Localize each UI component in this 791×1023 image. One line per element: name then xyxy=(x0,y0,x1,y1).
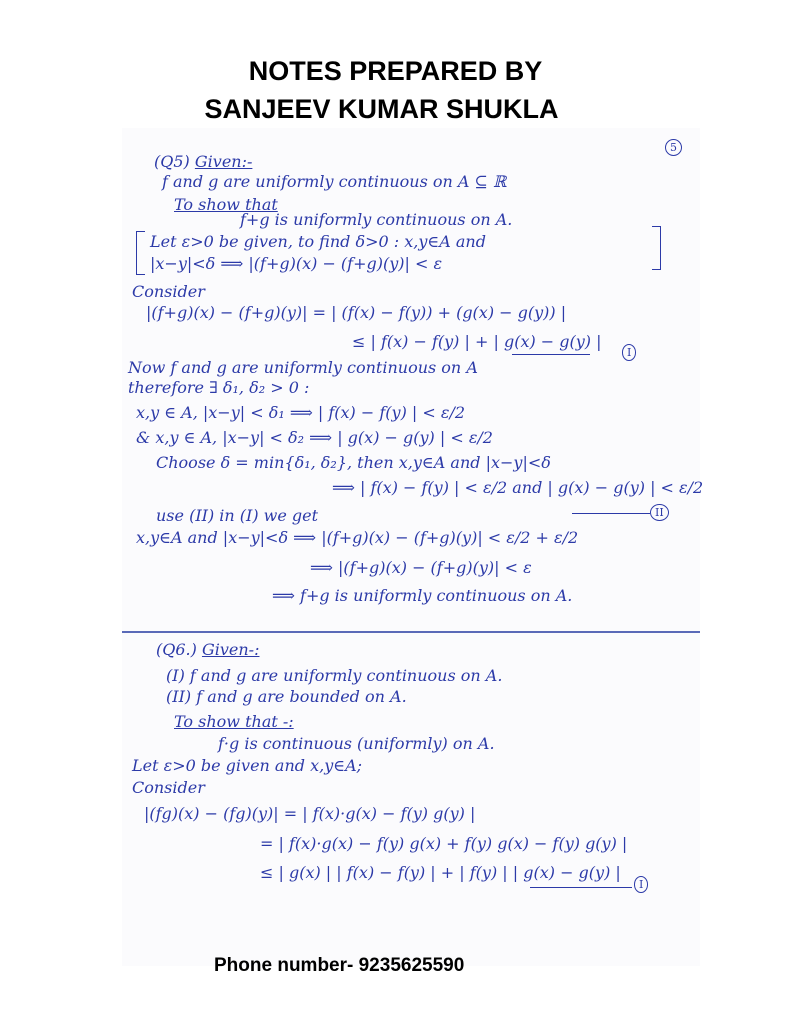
footer-clip xyxy=(0,955,791,980)
q5-choose-line-2: ⟹ | f(x) − f(y) | < ε/2 and | g(x) − g(y) | < ε/2 xyxy=(332,478,704,497)
q5-now-line-2: therefore ∃ δ₁, δ₂ > 0 : xyxy=(128,378,310,397)
handwritten-notes-scan xyxy=(122,128,704,966)
q5-given-line xyxy=(154,152,252,172)
section-divider xyxy=(122,631,700,633)
q5-use-line-1: x,y∈A and |x−y|<δ ⟹ |(f+g)(x) − (f+g)(y)| < ε/2 + ε/2 xyxy=(136,528,579,547)
q6-given-2: (II) f and g are bounded on A. xyxy=(166,687,407,706)
underline-3 xyxy=(530,887,632,888)
q5-tag-2: II xyxy=(650,504,669,521)
page-number: 5 xyxy=(665,139,682,156)
q5-consider-step-1: |(f+g)(x) − (f+g)(y)| = | (f(x) − f(y)) + (g(x) − g(y)) | xyxy=(146,303,567,322)
q6-label: (Q6.) xyxy=(156,640,197,659)
q5-given-text: f and g are uniformly continuous on A ⊆ ℝ xyxy=(162,172,507,191)
q5-tag-1: I xyxy=(622,344,636,361)
q6-to-show-text: f·g is continuous (uniformly) on A. xyxy=(218,734,495,753)
right-bracket xyxy=(652,226,661,270)
page-header xyxy=(0,52,791,128)
header-line-1: NOTES PREPARED BY xyxy=(248,56,543,86)
q5-to-show-text: f+g is uniformly continuous on A. xyxy=(240,210,513,229)
q5-use-line: use (II) in (I) we get xyxy=(156,506,319,525)
q6-consider-step-2: = | f(x)·g(x) − f(y) g(x) + f(y) g(x) − f(y) g(y) | xyxy=(260,834,628,853)
q6-given-label: Given-: xyxy=(201,640,260,659)
underline-1 xyxy=(512,354,590,355)
q6-to-show-label: To show that -: xyxy=(174,712,294,731)
q5-consider-step-2: ≤ | f(x) − f(y) | + | g(x) − g(y) | xyxy=(352,332,602,351)
q5-to-show-label: To show that xyxy=(174,195,278,214)
left-bracket xyxy=(136,231,145,275)
q5-conclusion: ⟹ f+g is uniformly continuous on A. xyxy=(272,586,573,605)
q5-use-line-2: ⟹ |(f+g)(x) − (f+g)(y)| < ε xyxy=(310,558,532,577)
q5-choose-line: Choose δ = min{δ₁, δ₂}, then x,y∈A and |x−y|<δ xyxy=(156,453,551,472)
q5-given-label: Given:- xyxy=(194,152,253,171)
q5-delta-2: & x,y ∈ A, |x−y| < δ₂ ⟹ | g(x) − g(y) | < ε/2 xyxy=(136,428,493,447)
q6-let-line: Let ε>0 be given and x,y∈A; xyxy=(132,756,363,775)
q5-now-line-1: Now f and g are uniformly continuous on A xyxy=(128,358,478,377)
footer-phone: Phone number- 9235625590 xyxy=(214,955,465,976)
q6-consider: Consider xyxy=(132,778,205,797)
q5-let-line-1: Let ε>0 be given, to find δ>0 : x,y∈A and xyxy=(150,232,486,251)
q5-consider: Consider xyxy=(132,282,205,301)
q5-delta-1: x,y ∈ A, |x−y| < δ₁ ⟹ | f(x) − f(y) | < ε/2 xyxy=(136,403,466,422)
q6-consider-step-1: |(fg)(x) − (fg)(y)| = | f(x)·g(x) − f(y) g(y) | xyxy=(144,804,476,823)
q6-tag-1: I xyxy=(634,876,648,893)
q6-consider-step-3: ≤ | g(x) | | f(x) − f(y) | + | f(y) | | g(x) − g(y) | xyxy=(260,863,621,882)
header-line-2: SANJEEV KUMAR SHUKLA xyxy=(204,94,559,124)
q5-let-line-2: |x−y|<δ ⟹ |(f+g)(x) − (f+g)(y)| < ε xyxy=(150,254,443,273)
q6-given-line xyxy=(156,640,259,660)
q5-label: (Q5) xyxy=(154,152,190,171)
q6-given-1: (I) f and g are uniformly continuous on A. xyxy=(166,666,503,685)
underline-2 xyxy=(572,513,650,514)
